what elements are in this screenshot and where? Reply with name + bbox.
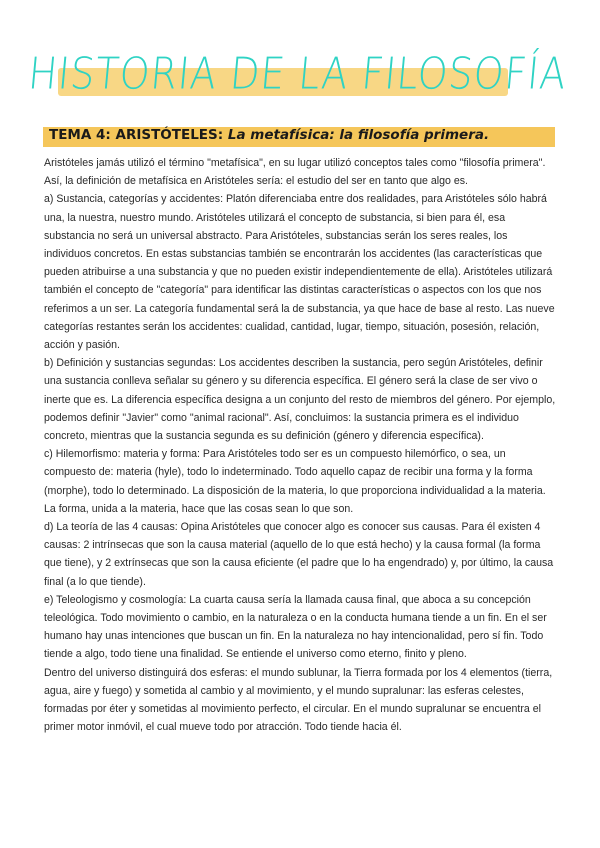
page-title: HISTORIA DE LA FILOSOFÍA (26, 48, 570, 99)
section-heading-text (49, 127, 489, 143)
paragraph-intro: Aristóteles jamás utilizó el término "metafísica", en su lugar utilizó conceptos tales como "filosofía primera". Así, la definición de metafísica en Aristóteles sería: el estudio del ser en tanto que algo es. (44, 157, 546, 188)
heading-subtitle: La metafísica: la filosofía primera. (227, 127, 490, 143)
paragraph-e: e) Teleologismo y cosmología: La cuarta causa sería la llamada causa final, que aboca a su concepción teleológica. Todo movimiento o cambio, en la naturaleza o en la conducta humana tiende a un fin. En el ser humano hay unas intenciones que buscan un fin. En la naturaleza no hay intencionalidad, pero sí fin. Todo tiende a algo, todo tiene una finalidad. Se entiende el universo como eterno, finito y pleno. (44, 593, 547, 661)
heading-label: TEMA 4: ARISTÓTELES: (49, 127, 224, 143)
paragraph-c: c) Hilemorfismo: materia y forma: Para Aristóteles todo ser es un compuesto hilemórfico, o sea, un compuesto de: materia (hyle), todo lo indeterminado. Todo aquello capaz de recibir una forma y la forma (morphe), todo lo determinado. La disposición de la materia, lo que proporciona individualidad a la materia. La forma, unida a la materia, hace que las cosas sean lo que son. (44, 448, 546, 515)
body-text (44, 154, 556, 737)
section-heading (43, 125, 555, 149)
title-block (0, 48, 600, 108)
paragraph-b: b) Definición y sustancias segundas: Los accidentes describen la sustancia, pero según Aristóteles, definir una sustancia conlleva señalar su género y su diferencia específica. El género será la clase de ser vivo o inerte que es. La diferencia específica designa a un conjunto del resto de miembros del género. Por ejemplo, podemos definir "Javier" como "animal racional". Así, concluimos: la sustancia primera es el individuo concreto, mientras que la sustancia segunda es su definición (género y diferencia específica). (44, 357, 556, 443)
paragraph-a: a) Sustancia, categorías y accidentes: Platón diferenciaba entre dos realidades, para Aristóteles sólo habrá una, la nuestra, nuestro mundo. Aristóteles utilizará el concepto de substancia, si bien para él, esa substancia no será un universal abstracto. Para Aristóteles, substancias serán los seres reales, los individuos concretos. En estas substancias también se encontrarán los accidentes (las características que pueden atribuirse a una substancia y que no pueden existir independientemente de ella). Aristóteles utilizará también el concepto de "categoría" para identificar las distintas características o aspectos con los que nos referimos a un ser. La categoría fundamental será la de substancia, ya que hace de base al resto. Las nueve categorías restantes serán los accidentes: cualidad, cantidad, lugar, tiempo, situación, posesión, relación, acción y pasión. (44, 193, 555, 352)
paragraph-cosmology: Dentro del universo distinguirá dos esferas: el mundo sublunar, la Tierra formada por los 4 elementos (tierra, agua, aire y fuego) y sometida al cambio y al movimiento, y el mundo supralunar: las esferas celestes, formadas por éter y sometidas al movimiento perfecto, el circular. En el mundo supralunar se encuentra el primer motor inmóvil, el cual mueve todo por atracción. Todo tiende hacia él. (44, 666, 553, 734)
paragraph-d: d) La teoría de las 4 causas: Opina Aristóteles que conocer algo es conocer sus causas. Para él existen 4 causas: 2 intrínsecas que son la causa material (aquello de lo que está hecho) y la causa formal (la forma que tiene), y 2 extrínsecas que son la causa eficiente (el padre que lo ha engendrado) y, por último, la causa final (a lo que tiende). (44, 521, 554, 588)
